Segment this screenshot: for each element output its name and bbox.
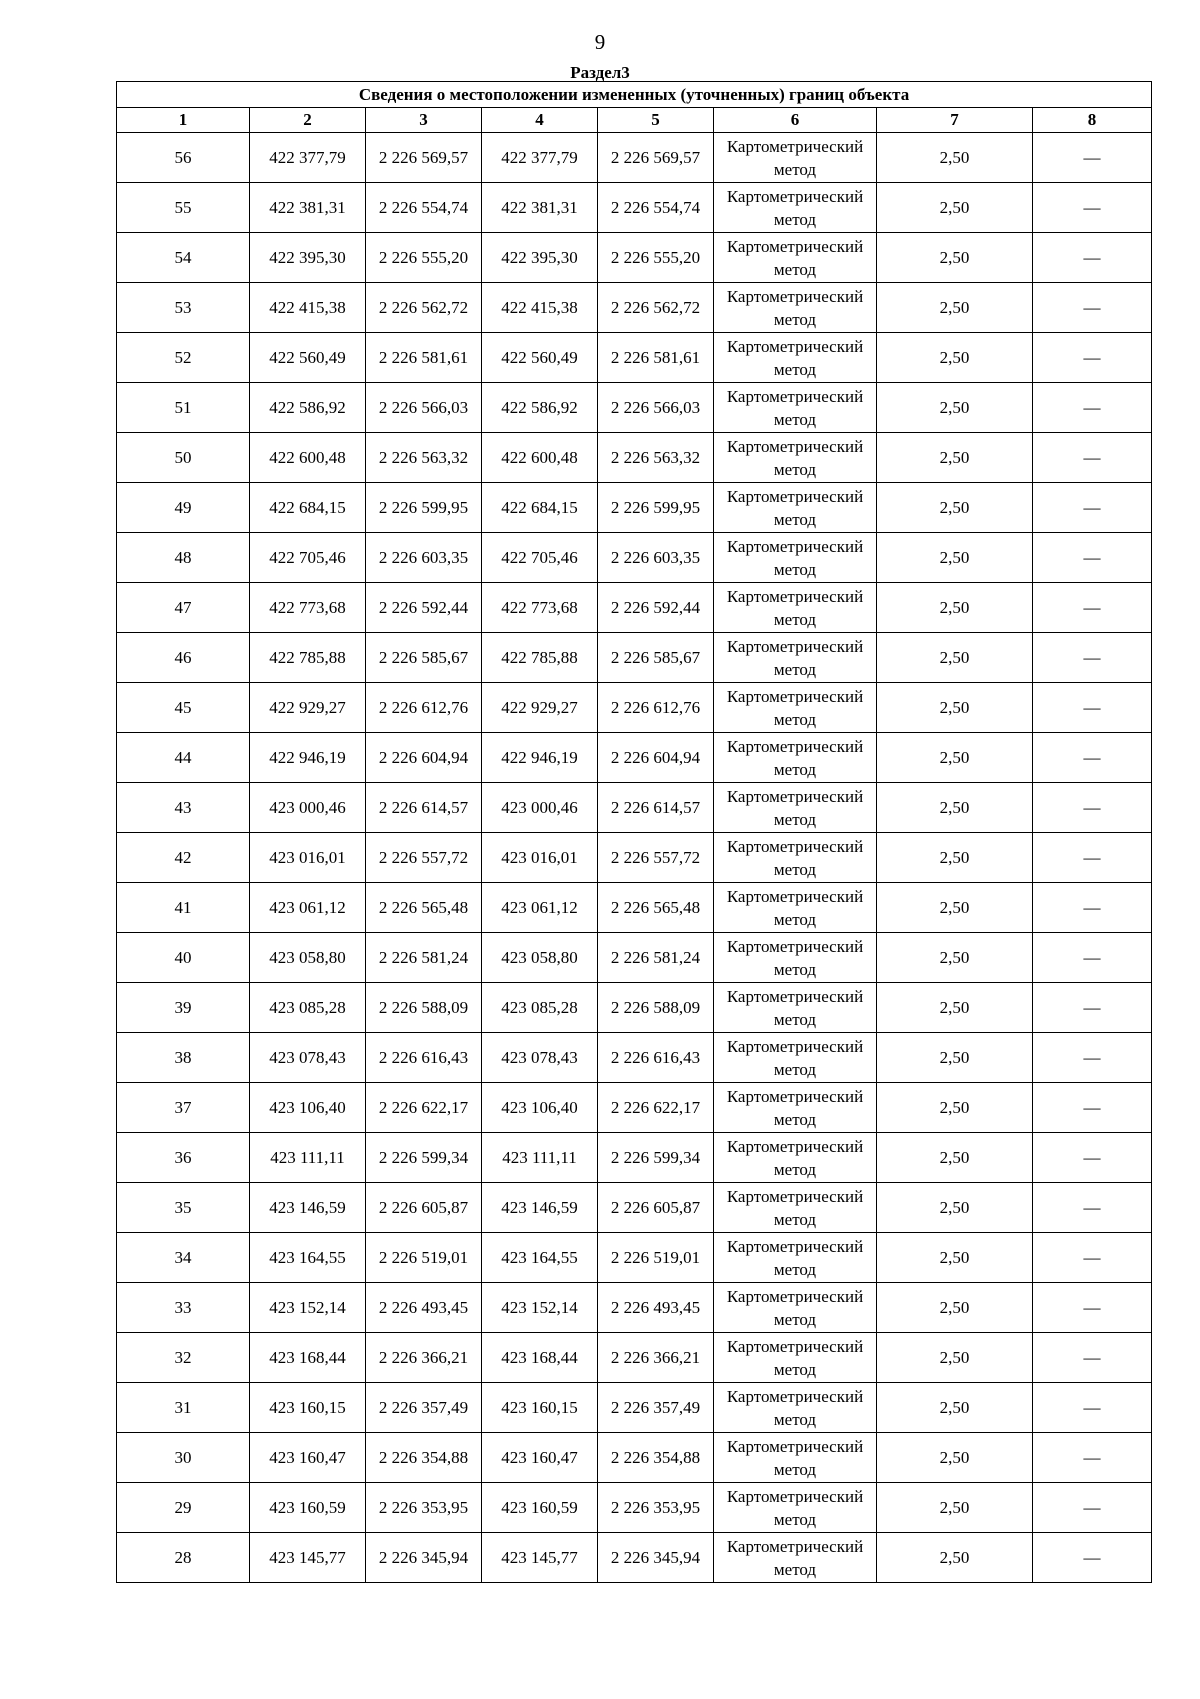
table-row [117,1033,1152,1083]
accuracy-cell: 2,50 [877,433,1033,483]
table-row [117,633,1152,683]
table-row [117,933,1152,983]
method-cell: Картометрический метод [714,583,877,633]
existing-y-cell: 2 226 565,48 [366,883,482,933]
new-x-cell: 422 705,46 [482,533,598,583]
method-cell: Картометрический метод [714,1483,877,1533]
existing-x-cell: 423 000,46 [250,783,366,833]
column-header-5: 5 [598,108,714,133]
point-number-cell: 38 [117,1033,250,1083]
point-number-cell: 48 [117,533,250,583]
point-number-cell: 39 [117,983,250,1033]
note-cell: — [1033,283,1152,333]
method-cell: Картометрический метод [714,233,877,283]
new-x-cell: 422 381,31 [482,183,598,233]
column-header-8: 8 [1033,108,1152,133]
table-row [117,433,1152,483]
existing-y-cell: 2 226 353,95 [366,1483,482,1533]
table-row [117,283,1152,333]
note-cell: — [1033,433,1152,483]
accuracy-cell: 2,50 [877,1533,1033,1583]
existing-y-cell: 2 226 357,49 [366,1383,482,1433]
table-row [117,733,1152,783]
new-x-cell: 423 160,47 [482,1433,598,1483]
note-cell: — [1033,133,1152,183]
point-number-cell: 56 [117,133,250,183]
new-y-cell: 2 226 562,72 [598,283,714,333]
existing-y-cell: 2 226 599,95 [366,483,482,533]
note-cell: — [1033,1083,1152,1133]
table-row [117,483,1152,533]
existing-x-cell: 423 160,15 [250,1383,366,1433]
method-cell: Картометрический метод [714,483,877,533]
new-y-cell: 2 226 605,87 [598,1183,714,1233]
new-y-cell: 2 226 357,49 [598,1383,714,1433]
accuracy-cell: 2,50 [877,533,1033,583]
existing-x-cell: 422 586,92 [250,383,366,433]
accuracy-cell: 2,50 [877,1383,1033,1433]
table-row [117,1533,1152,1583]
method-cell: Картометрический метод [714,133,877,183]
accuracy-cell: 2,50 [877,233,1033,283]
new-x-cell: 423 000,46 [482,783,598,833]
method-cell: Картометрический метод [714,1033,877,1083]
column-header-6: 6 [714,108,877,133]
table-row [117,233,1152,283]
table-row [117,1483,1152,1533]
note-cell: — [1033,1383,1152,1433]
new-x-cell: 423 058,80 [482,933,598,983]
point-number-cell: 53 [117,283,250,333]
method-cell: Картометрический метод [714,1083,877,1133]
existing-y-cell: 2 226 604,94 [366,733,482,783]
table-body [117,133,1152,1583]
method-cell: Картометрический метод [714,433,877,483]
new-x-cell: 423 160,59 [482,1483,598,1533]
existing-y-cell: 2 226 519,01 [366,1233,482,1283]
existing-x-cell: 423 106,40 [250,1083,366,1133]
existing-y-cell: 2 226 581,61 [366,333,482,383]
existing-x-cell: 422 600,48 [250,433,366,483]
existing-x-cell: 423 168,44 [250,1333,366,1383]
method-cell: Картометрический метод [714,983,877,1033]
new-y-cell: 2 226 353,95 [598,1483,714,1533]
accuracy-cell: 2,50 [877,633,1033,683]
existing-y-cell: 2 226 603,35 [366,533,482,583]
new-y-cell: 2 226 554,74 [598,183,714,233]
accuracy-cell: 2,50 [877,1033,1033,1083]
new-y-cell: 2 226 366,21 [598,1333,714,1383]
new-x-cell: 422 785,88 [482,633,598,683]
existing-y-cell: 2 226 557,72 [366,833,482,883]
existing-y-cell: 2 226 563,32 [366,433,482,483]
existing-x-cell: 423 061,12 [250,883,366,933]
table-row [117,1333,1152,1383]
note-cell: — [1033,533,1152,583]
existing-x-cell: 423 160,59 [250,1483,366,1533]
table-row [117,1283,1152,1333]
note-cell: — [1033,233,1152,283]
accuracy-cell: 2,50 [877,683,1033,733]
new-x-cell: 422 377,79 [482,133,598,183]
point-number-cell: 31 [117,1383,250,1433]
existing-x-cell: 423 160,47 [250,1433,366,1483]
accuracy-cell: 2,50 [877,1483,1033,1533]
column-header-1: 1 [117,108,250,133]
new-x-cell: 422 560,49 [482,333,598,383]
column-header-3: 3 [366,108,482,133]
existing-y-cell: 2 226 616,43 [366,1033,482,1083]
boundary-points-table [116,81,1152,1583]
table-caption-row [117,82,1152,108]
point-number-cell: 50 [117,433,250,483]
existing-y-cell: 2 226 581,24 [366,933,482,983]
page-number: 9 [594,30,606,54]
table-caption: Сведения о местоположении измененных (уточненных) границ объекта [117,82,1152,108]
new-x-cell: 423 152,14 [482,1283,598,1333]
existing-y-cell: 2 226 605,87 [366,1183,482,1233]
table-row [117,333,1152,383]
table-row [117,883,1152,933]
existing-y-cell: 2 226 588,09 [366,983,482,1033]
method-cell: Картометрический метод [714,1383,877,1433]
note-cell: — [1033,1233,1152,1283]
note-cell: — [1033,333,1152,383]
accuracy-cell: 2,50 [877,133,1033,183]
existing-x-cell: 423 164,55 [250,1233,366,1283]
new-y-cell: 2 226 614,57 [598,783,714,833]
method-cell: Картометрический метод [714,1233,877,1283]
note-cell: — [1033,1433,1152,1483]
new-x-cell: 422 586,92 [482,383,598,433]
accuracy-cell: 2,50 [877,783,1033,833]
new-x-cell: 422 946,19 [482,733,598,783]
column-header-2: 2 [250,108,366,133]
note-cell: — [1033,383,1152,433]
existing-x-cell: 422 415,38 [250,283,366,333]
accuracy-cell: 2,50 [877,1433,1033,1483]
point-number-cell: 33 [117,1283,250,1333]
new-y-cell: 2 226 569,57 [598,133,714,183]
point-number-cell: 36 [117,1133,250,1183]
column-number-row [117,108,1152,133]
accuracy-cell: 2,50 [877,183,1033,233]
accuracy-cell: 2,50 [877,1083,1033,1133]
accuracy-cell: 2,50 [877,833,1033,883]
accuracy-cell: 2,50 [877,1233,1033,1283]
table-row [117,1233,1152,1283]
table-row [117,133,1152,183]
existing-y-cell: 2 226 599,34 [366,1133,482,1183]
new-y-cell: 2 226 616,43 [598,1033,714,1083]
method-cell: Картометрический метод [714,733,877,783]
new-x-cell: 422 395,30 [482,233,598,283]
new-y-cell: 2 226 555,20 [598,233,714,283]
method-cell: Картометрический метод [714,633,877,683]
accuracy-cell: 2,50 [877,983,1033,1033]
existing-x-cell: 423 145,77 [250,1533,366,1583]
existing-x-cell: 422 377,79 [250,133,366,183]
note-cell: — [1033,1333,1152,1383]
new-y-cell: 2 226 585,67 [598,633,714,683]
existing-y-cell: 2 226 612,76 [366,683,482,733]
new-y-cell: 2 226 581,24 [598,933,714,983]
accuracy-cell: 2,50 [877,1183,1033,1233]
existing-x-cell: 422 560,49 [250,333,366,383]
point-number-cell: 51 [117,383,250,433]
point-number-cell: 54 [117,233,250,283]
existing-y-cell: 2 226 592,44 [366,583,482,633]
note-cell: — [1033,1283,1152,1333]
table-row [117,1433,1152,1483]
existing-x-cell: 422 684,15 [250,483,366,533]
existing-x-cell: 423 078,43 [250,1033,366,1083]
existing-y-cell: 2 226 622,17 [366,1083,482,1133]
new-x-cell: 422 684,15 [482,483,598,533]
existing-x-cell: 423 152,14 [250,1283,366,1333]
new-y-cell: 2 226 588,09 [598,983,714,1033]
existing-y-cell: 2 226 562,72 [366,283,482,333]
table-row [117,783,1152,833]
new-x-cell: 423 111,11 [482,1133,598,1183]
existing-y-cell: 2 226 566,03 [366,383,482,433]
note-cell: — [1033,983,1152,1033]
table-row [117,383,1152,433]
existing-y-cell: 2 226 614,57 [366,783,482,833]
note-cell: — [1033,1133,1152,1183]
method-cell: Картометрический метод [714,783,877,833]
new-x-cell: 423 078,43 [482,1033,598,1083]
note-cell: — [1033,733,1152,783]
point-number-cell: 45 [117,683,250,733]
existing-y-cell: 2 226 569,57 [366,133,482,183]
new-y-cell: 2 226 599,34 [598,1133,714,1183]
new-y-cell: 2 226 581,61 [598,333,714,383]
existing-y-cell: 2 226 366,21 [366,1333,482,1383]
existing-y-cell: 2 226 554,74 [366,183,482,233]
point-number-cell: 47 [117,583,250,633]
existing-y-cell: 2 226 585,67 [366,633,482,683]
accuracy-cell: 2,50 [877,1333,1033,1383]
table-row [117,1183,1152,1233]
new-y-cell: 2 226 622,17 [598,1083,714,1133]
note-cell: — [1033,483,1152,533]
point-number-cell: 40 [117,933,250,983]
method-cell: Картометрический метод [714,1333,877,1383]
accuracy-cell: 2,50 [877,583,1033,633]
new-y-cell: 2 226 612,76 [598,683,714,733]
method-cell: Картометрический метод [714,333,877,383]
accuracy-cell: 2,50 [877,333,1033,383]
existing-x-cell: 423 058,80 [250,933,366,983]
method-cell: Картометрический метод [714,283,877,333]
existing-x-cell: 422 929,27 [250,683,366,733]
new-y-cell: 2 226 493,45 [598,1283,714,1333]
note-cell: — [1033,833,1152,883]
column-header-7: 7 [877,108,1033,133]
new-y-cell: 2 226 563,32 [598,433,714,483]
new-x-cell: 422 415,38 [482,283,598,333]
new-x-cell: 422 929,27 [482,683,598,733]
accuracy-cell: 2,50 [877,933,1033,983]
new-x-cell: 423 164,55 [482,1233,598,1283]
note-cell: — [1033,1483,1152,1533]
table-row [117,183,1152,233]
existing-y-cell: 2 226 345,94 [366,1533,482,1583]
note-cell: — [1033,1533,1152,1583]
point-number-cell: 37 [117,1083,250,1133]
method-cell: Картометрический метод [714,833,877,883]
table-row [117,983,1152,1033]
point-number-cell: 28 [117,1533,250,1583]
method-cell: Картометрический метод [714,1183,877,1233]
accuracy-cell: 2,50 [877,383,1033,433]
new-y-cell: 2 226 603,35 [598,533,714,583]
existing-x-cell: 422 381,31 [250,183,366,233]
table-row [117,683,1152,733]
method-cell: Картометрический метод [714,683,877,733]
table-row [117,1133,1152,1183]
point-number-cell: 43 [117,783,250,833]
existing-y-cell: 2 226 354,88 [366,1433,482,1483]
new-y-cell: 2 226 354,88 [598,1433,714,1483]
point-number-cell: 30 [117,1433,250,1483]
note-cell: — [1033,1183,1152,1233]
new-y-cell: 2 226 345,94 [598,1533,714,1583]
table-row [117,583,1152,633]
accuracy-cell: 2,50 [877,1133,1033,1183]
existing-x-cell: 423 016,01 [250,833,366,883]
method-cell: Картометрический метод [714,533,877,583]
point-number-cell: 49 [117,483,250,533]
table-row [117,533,1152,583]
existing-x-cell: 423 146,59 [250,1183,366,1233]
new-y-cell: 2 226 557,72 [598,833,714,883]
new-y-cell: 2 226 565,48 [598,883,714,933]
column-header-4: 4 [482,108,598,133]
point-number-cell: 46 [117,633,250,683]
new-x-cell: 423 106,40 [482,1083,598,1133]
existing-x-cell: 422 946,19 [250,733,366,783]
existing-x-cell: 422 785,88 [250,633,366,683]
point-number-cell: 55 [117,183,250,233]
section-label: Раздел3 [570,63,630,82]
table-row [117,1083,1152,1133]
existing-x-cell: 422 705,46 [250,533,366,583]
method-cell: Картометрический метод [714,383,877,433]
method-cell: Картометрический метод [714,1133,877,1183]
method-cell: Картометрический метод [714,183,877,233]
point-number-cell: 41 [117,883,250,933]
new-y-cell: 2 226 599,95 [598,483,714,533]
point-number-cell: 29 [117,1483,250,1533]
point-number-cell: 42 [117,833,250,883]
new-x-cell: 423 146,59 [482,1183,598,1233]
accuracy-cell: 2,50 [877,1283,1033,1333]
new-x-cell: 423 016,01 [482,833,598,883]
new-x-cell: 423 168,44 [482,1333,598,1383]
existing-x-cell: 423 111,11 [250,1133,366,1183]
new-y-cell: 2 226 566,03 [598,383,714,433]
new-x-cell: 423 145,77 [482,1533,598,1583]
new-y-cell: 2 226 604,94 [598,733,714,783]
new-x-cell: 422 773,68 [482,583,598,633]
method-cell: Картометрический метод [714,1283,877,1333]
note-cell: — [1033,583,1152,633]
point-number-cell: 34 [117,1233,250,1283]
existing-x-cell: 423 085,28 [250,983,366,1033]
new-x-cell: 423 061,12 [482,883,598,933]
new-x-cell: 422 600,48 [482,433,598,483]
new-y-cell: 2 226 592,44 [598,583,714,633]
new-y-cell: 2 226 519,01 [598,1233,714,1283]
existing-x-cell: 422 773,68 [250,583,366,633]
note-cell: — [1033,1033,1152,1083]
point-number-cell: 52 [117,333,250,383]
note-cell: — [1033,933,1152,983]
note-cell: — [1033,883,1152,933]
method-cell: Картометрический метод [714,1533,877,1583]
note-cell: — [1033,683,1152,733]
new-x-cell: 423 160,15 [482,1383,598,1433]
accuracy-cell: 2,50 [877,733,1033,783]
point-number-cell: 32 [117,1333,250,1383]
existing-y-cell: 2 226 555,20 [366,233,482,283]
table-row [117,833,1152,883]
point-number-cell: 35 [117,1183,250,1233]
point-number-cell: 44 [117,733,250,783]
accuracy-cell: 2,50 [877,283,1033,333]
accuracy-cell: 2,50 [877,483,1033,533]
existing-x-cell: 422 395,30 [250,233,366,283]
method-cell: Картометрический метод [714,1433,877,1483]
note-cell: — [1033,633,1152,683]
note-cell: — [1033,783,1152,833]
note-cell: — [1033,183,1152,233]
method-cell: Картометрический метод [714,883,877,933]
new-x-cell: 423 085,28 [482,983,598,1033]
method-cell: Картометрический метод [714,933,877,983]
accuracy-cell: 2,50 [877,883,1033,933]
existing-y-cell: 2 226 493,45 [366,1283,482,1333]
table-row [117,1383,1152,1433]
